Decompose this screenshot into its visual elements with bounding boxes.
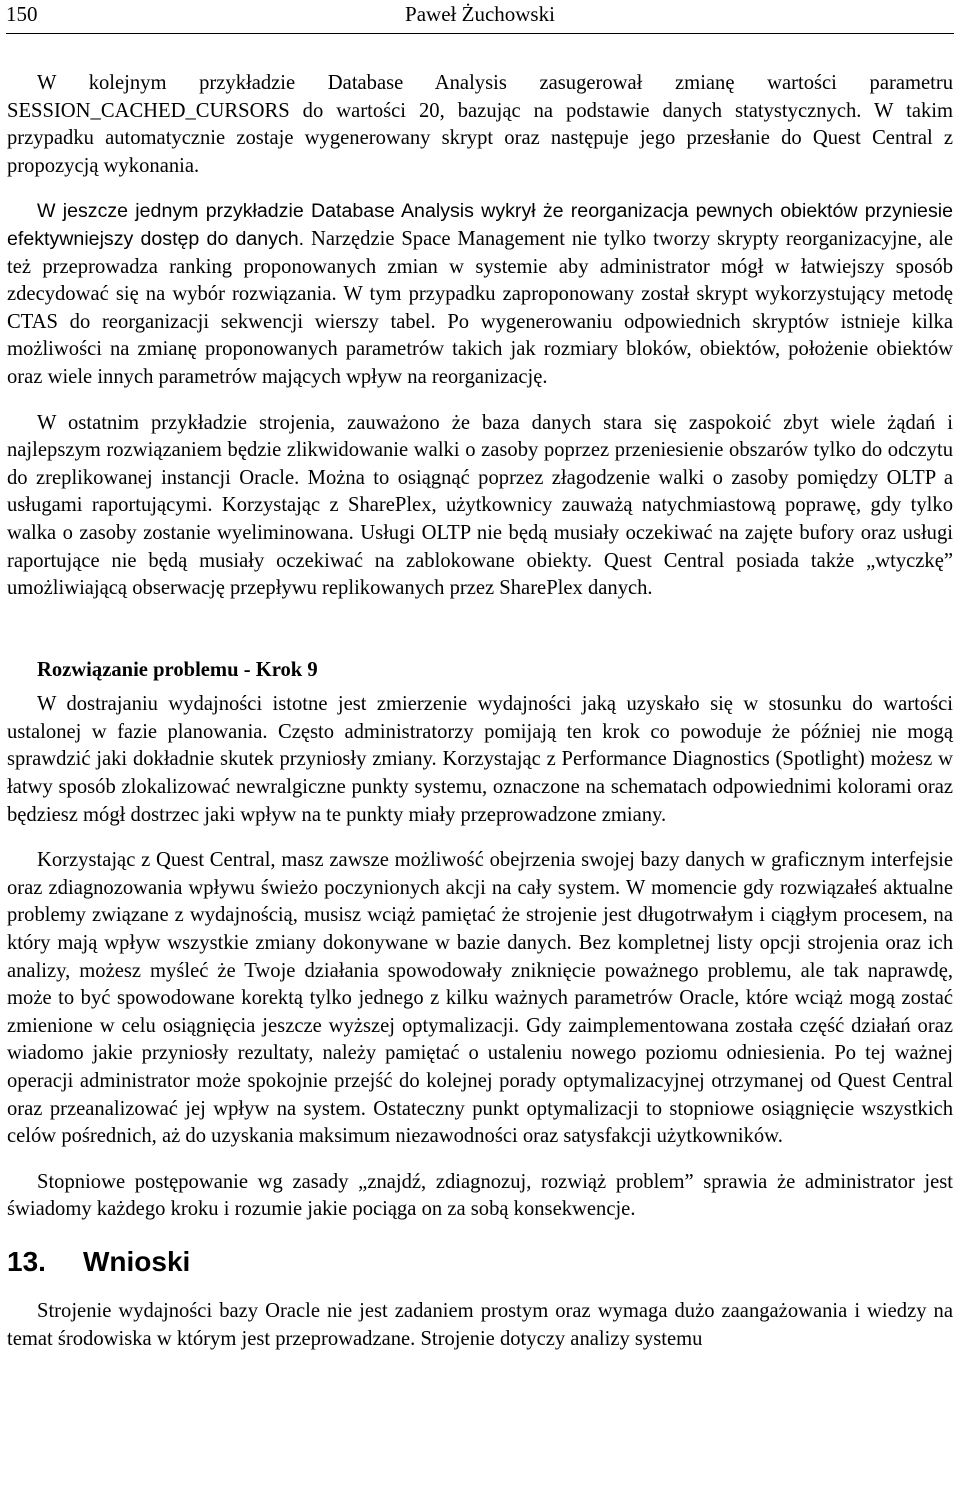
section-13-heading (7, 1246, 953, 1278)
section-number: 13. (7, 1245, 46, 1277)
paragraph-quest-central-graphical: Korzystając z Quest Central, masz zawsze możliwość obejrzenia swojej bazy danych w graficznym interfejsie oraz zdiagnozowania wpływu świeżo poczynionych akcji na cały system. W momencie gdy rozwiązałeś aktualne problemy związane z wydajnością, musisz wciąż pamiętać że strojenie jest długotrwałym i ciągłym procesem, na który mają wpływ wszystkie zmiany dokonywane w bazie danych. Bez kompletnej listy opcji strojenia oraz ich analizy, możesz myśleć że Twoje działania spowodowały zniknięcie poważnego problemu, ale tak naprawdę, może to być spowodowane korektą tylko jednego z kilku ważnych parametrów Oracle, które wciąż mogą zostać zmienione w celu osiągnięcia jeszcze wyższej optymalizacji. Gdy zaimplementowana została część działań oraz wiadomo jakie przyniosły rezultaty, należy pamiętać o ustaleniu nowego poziomu odniesienia. Po tej ważnej operacji administrator może spokojnie przejść do kolejnej porady optymalizacyjnej otrzymanej od Quest Central oraz przeanalizować jej wpływ na system. Ostateczny punkt optymalizacji to stopniowe osiągnięcie wszystkich celów pośrednich, aż do uzyskania maksimum niezawodności oraz satysfakcji użytkowników. (7, 849, 953, 1148)
page-body (7, 70, 953, 1371)
paragraph-step-by-step: Stopniowe postępowanie wg zasady „znajdź, zdiagnozuj, rozwiąż problem” sprawia że administrator jest świadomy każdego kroku i rozumie jakie pociąga on za sobą konsekwencje. (7, 1170, 953, 1221)
paragraph-reorganization (7, 198, 953, 391)
page-header (6, 0, 954, 34)
paragraph-database-analysis-cursors: W kolejnym przykładzie Database Analysis zasugerował zmianę wartości parametru SESSION_CACHED_CURSORS do wartości 20, bazując na podstawie danych statystycznych. W takim przypadku automatycznie zostaje wygenerowany skrypt oraz następuje jego przesłanie do Quest Central z propozycją wykonania. (7, 72, 953, 177)
paragraph-conclusions: Strojenie wydajności bazy Oracle nie jest zadaniem prostym oraz wymaga dużo zaangażowania i wiedzy na temat środowiska w którym jest przeprowadzane. Strojenie dotyczy analizy systemu (7, 1299, 953, 1350)
paragraph-shareplex: W ostatnim przykładzie strojenia, zauważono że baza danych stara się zaspokoić zbyt wiele żądań i najlepszym rozwiązaniem będzie zlikwidowanie walki o zasoby poprzez przeniesienie obszarów tylko do odczytu do zreplikowanej instancji Oracle. Można to osiągnąć poprzez złagodzenie walki o zasoby pomiędzy OLTP a usługami raportującymi. Korzystając z SharePlex, użytkownicy zauważą natychmiastową poprawę, gdy tylko walka o zasoby zostanie wyeliminowana. Usługi OLTP nie będą musiały oczekiwać na zajęte bufory oraz usługi raportujące nie będą musiały oczekiwać na zablokowane obiekty. Quest Central posiada także „wtyczkę” umożliwiającą obserwację przepływu replikowanych przez SharePlex danych. (7, 411, 953, 600)
page-number: 150 (6, 2, 38, 26)
running-head-author: Paweł Żuchowski (405, 2, 555, 26)
paragraph-reorganization-body: Narzędzie Space Management nie tylko tworzy skrypty reorganizacyjne, ale też przeprowadza ranking proponowanych zmian w systemie aby administrator mógł w łatwiejszy sposób zdecydować się na wybór rozwiązania. W tym przypadku zaproponowany został skrypt wykorzystujący metodę CTAS do reorganizacji sekwencji wierszy tabel. Po wygenerowaniu odpowiednich skryptów istnieje kilka możliwości na zmianę proponowanych parametrów takich jak rozmiary bloków, obiektów, położenie obiektów oraz wiele innych parametrów mających wpływ na reorganizację. (7, 227, 953, 388)
step-9-heading: Rozwiązanie problemu - Krok 9 (37, 658, 318, 681)
paragraph-reorganization-intro: W jeszcze jednym przykładzie Database Analysis wykrył że reorganizacja pewnych obiektów przyniesie efektywniejszy dostęp do danych. (7, 200, 953, 250)
paragraph-performance-measurement: W dostrajaniu wydajności istotne jest zmierzenie wydajności jaką uzyskało się w stosunku do wartości ustalonej w fazie planowania. Często administratorzy pomijają ten krok co powoduje że później nie mogą sprawdzić jaki dokładnie skutek przyniosły zmiany. Korzystając z Performance Diagnostics (Spotlight) możesz w łatwy sposób zlokalizować newralgiczne punkty systemu, oznaczone na schematach odpowiednimi kolorami oraz będziesz mógł dostrzec jaki wpływ na te punkty miały przeprowadzone zmiany. (7, 693, 953, 826)
section-title: Wnioski (83, 1245, 191, 1277)
